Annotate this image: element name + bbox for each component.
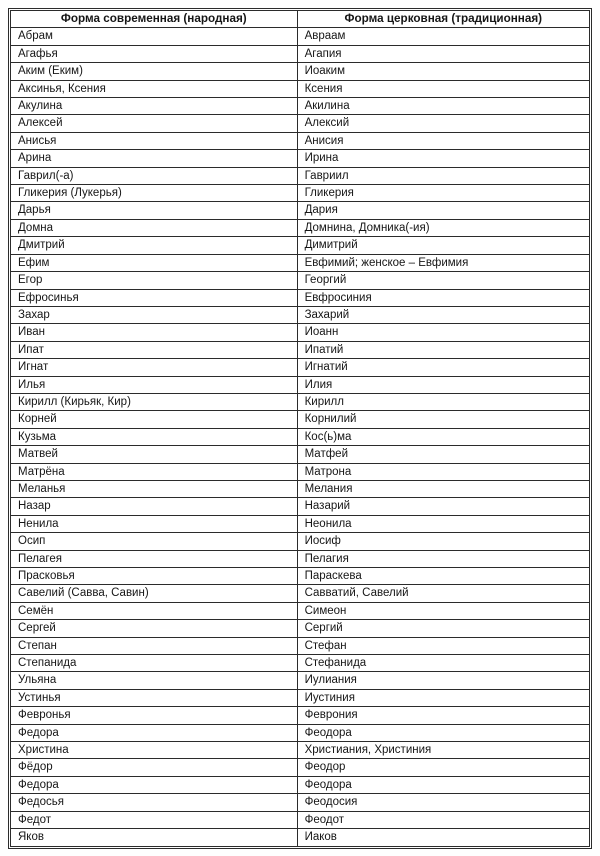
cell-church-form: Иоанн — [297, 324, 589, 341]
names-table-frame — [8, 8, 592, 849]
cell-church-form: Домнина, Домника(-ия) — [297, 219, 589, 236]
cell-church-form: Георгий — [297, 272, 589, 289]
cell-church-form: Ипатий — [297, 341, 589, 358]
table-row — [11, 602, 590, 619]
cell-modern-form: Степанида — [11, 655, 298, 672]
cell-church-form: Анисия — [297, 132, 589, 149]
table-row — [11, 707, 590, 724]
cell-modern-form: Арина — [11, 150, 298, 167]
cell-modern-form: Савелий (Савва, Савин) — [11, 585, 298, 602]
table-row — [11, 480, 590, 497]
cell-church-form: Кирилл — [297, 393, 589, 410]
cell-modern-form: Матвей — [11, 446, 298, 463]
table-row — [11, 724, 590, 741]
cell-church-form: Христиания, Христиния — [297, 742, 589, 759]
cell-modern-form: Захар — [11, 306, 298, 323]
table-row — [11, 132, 590, 149]
cell-church-form: Пелагия — [297, 550, 589, 567]
cell-modern-form: Семён — [11, 602, 298, 619]
cell-modern-form: Февронья — [11, 707, 298, 724]
cell-church-form: Феодор — [297, 759, 589, 776]
cell-modern-form: Ефросинья — [11, 289, 298, 306]
cell-modern-form: Гаврил(-а) — [11, 167, 298, 184]
cell-church-form: Стефан — [297, 637, 589, 654]
table-row — [11, 655, 590, 672]
cell-church-form: Назарий — [297, 498, 589, 515]
table-row — [11, 446, 590, 463]
cell-modern-form: Меланья — [11, 480, 298, 497]
table-row — [11, 672, 590, 689]
table-row — [11, 167, 590, 184]
table-row — [11, 498, 590, 515]
table-row — [11, 533, 590, 550]
cell-church-form: Неонила — [297, 515, 589, 532]
table-row — [11, 794, 590, 811]
table-row — [11, 829, 590, 846]
cell-modern-form: Иван — [11, 324, 298, 341]
table-row — [11, 515, 590, 532]
table-row — [11, 759, 590, 776]
cell-modern-form: Ненила — [11, 515, 298, 532]
cell-modern-form: Егор — [11, 272, 298, 289]
table-row — [11, 219, 590, 236]
cell-church-form: Ирина — [297, 150, 589, 167]
cell-church-form: Феодосия — [297, 794, 589, 811]
cell-modern-form: Домна — [11, 219, 298, 236]
cell-church-form: Феодора — [297, 724, 589, 741]
table-row — [11, 272, 590, 289]
table-row — [11, 811, 590, 828]
cell-church-form: Иосиф — [297, 533, 589, 550]
table-row — [11, 80, 590, 97]
cell-church-form: Ксения — [297, 80, 589, 97]
table-row — [11, 585, 590, 602]
cell-modern-form: Кирилл (Кирьяк, Кир) — [11, 393, 298, 410]
cell-church-form: Симеон — [297, 602, 589, 619]
cell-modern-form: Федосья — [11, 794, 298, 811]
cell-church-form: Матрона — [297, 463, 589, 480]
table-row — [11, 463, 590, 480]
cell-modern-form: Аксинья, Ксения — [11, 80, 298, 97]
cell-church-form: Феодот — [297, 811, 589, 828]
table-row — [11, 63, 590, 80]
cell-church-form: Параскева — [297, 568, 589, 585]
cell-church-form: Матфей — [297, 446, 589, 463]
cell-church-form: Авраам — [297, 28, 589, 45]
cell-modern-form: Устинья — [11, 689, 298, 706]
cell-church-form: Захарий — [297, 306, 589, 323]
cell-modern-form: Пелагея — [11, 550, 298, 567]
table-row — [11, 776, 590, 793]
table-row — [11, 568, 590, 585]
table-row — [11, 202, 590, 219]
cell-church-form: Иустиния — [297, 689, 589, 706]
cell-church-form: Сергий — [297, 620, 589, 637]
table-row — [11, 359, 590, 376]
cell-modern-form: Яков — [11, 829, 298, 846]
cell-church-form: Илия — [297, 376, 589, 393]
cell-modern-form: Сергей — [11, 620, 298, 637]
cell-modern-form: Игнат — [11, 359, 298, 376]
cell-modern-form: Степан — [11, 637, 298, 654]
cell-modern-form: Дарья — [11, 202, 298, 219]
table-row — [11, 237, 590, 254]
table-row — [11, 689, 590, 706]
cell-modern-form: Акулина — [11, 98, 298, 115]
cell-modern-form: Ефим — [11, 254, 298, 271]
cell-church-form: Гавриил — [297, 167, 589, 184]
cell-church-form: Дария — [297, 202, 589, 219]
table-row — [11, 411, 590, 428]
cell-modern-form: Фёдор — [11, 759, 298, 776]
cell-church-form: Димитрий — [297, 237, 589, 254]
cell-church-form: Кос(ь)ма — [297, 428, 589, 445]
table-row — [11, 185, 590, 202]
cell-modern-form: Христина — [11, 742, 298, 759]
table-row — [11, 115, 590, 132]
table-row — [11, 254, 590, 271]
cell-modern-form: Прасковья — [11, 568, 298, 585]
table-row — [11, 28, 590, 45]
table-row — [11, 393, 590, 410]
table-row — [11, 289, 590, 306]
table-row — [11, 620, 590, 637]
table-row — [11, 742, 590, 759]
table-row — [11, 341, 590, 358]
table-header-row — [11, 11, 590, 28]
cell-church-form: Евфимий; женское – Евфимия — [297, 254, 589, 271]
table-row — [11, 428, 590, 445]
cell-church-form: Стефанида — [297, 655, 589, 672]
cell-modern-form: Алексей — [11, 115, 298, 132]
cell-modern-form: Ульяна — [11, 672, 298, 689]
cell-modern-form: Дмитрий — [11, 237, 298, 254]
cell-modern-form: Анисья — [11, 132, 298, 149]
cell-church-form: Агапия — [297, 45, 589, 62]
cell-church-form: Корнилий — [297, 411, 589, 428]
cell-church-form: Феодора — [297, 776, 589, 793]
table-row — [11, 45, 590, 62]
cell-modern-form: Ипат — [11, 341, 298, 358]
table-row — [11, 550, 590, 567]
cell-modern-form: Матрёна — [11, 463, 298, 480]
cell-church-form: Иоаким — [297, 63, 589, 80]
cell-modern-form: Аким (Еким) — [11, 63, 298, 80]
cell-church-form: Феврония — [297, 707, 589, 724]
names-table — [10, 10, 590, 847]
cell-church-form: Акилина — [297, 98, 589, 115]
cell-modern-form: Корней — [11, 411, 298, 428]
cell-modern-form: Абрам — [11, 28, 298, 45]
cell-church-form: Савватий, Савелий — [297, 585, 589, 602]
table-row — [11, 376, 590, 393]
cell-church-form: Евфросиния — [297, 289, 589, 306]
cell-church-form: Иаков — [297, 829, 589, 846]
cell-modern-form: Гликерия (Лукерья) — [11, 185, 298, 202]
cell-church-form: Игнатий — [297, 359, 589, 376]
header-church-form: Форма церковная (традиционная) — [297, 11, 589, 28]
cell-modern-form: Осип — [11, 533, 298, 550]
cell-modern-form: Федора — [11, 724, 298, 741]
table-row — [11, 637, 590, 654]
cell-modern-form: Илья — [11, 376, 298, 393]
cell-church-form: Мелания — [297, 480, 589, 497]
table-row — [11, 306, 590, 323]
cell-modern-form: Федора — [11, 776, 298, 793]
cell-church-form: Алексий — [297, 115, 589, 132]
cell-modern-form: Кузьма — [11, 428, 298, 445]
cell-church-form: Гликерия — [297, 185, 589, 202]
table-row — [11, 150, 590, 167]
header-modern-form: Форма современная (народная) — [11, 11, 298, 28]
table-body — [11, 28, 590, 846]
table-row — [11, 98, 590, 115]
cell-modern-form: Федот — [11, 811, 298, 828]
cell-church-form: Иулиания — [297, 672, 589, 689]
cell-modern-form: Назар — [11, 498, 298, 515]
cell-modern-form: Агафья — [11, 45, 298, 62]
table-row — [11, 324, 590, 341]
